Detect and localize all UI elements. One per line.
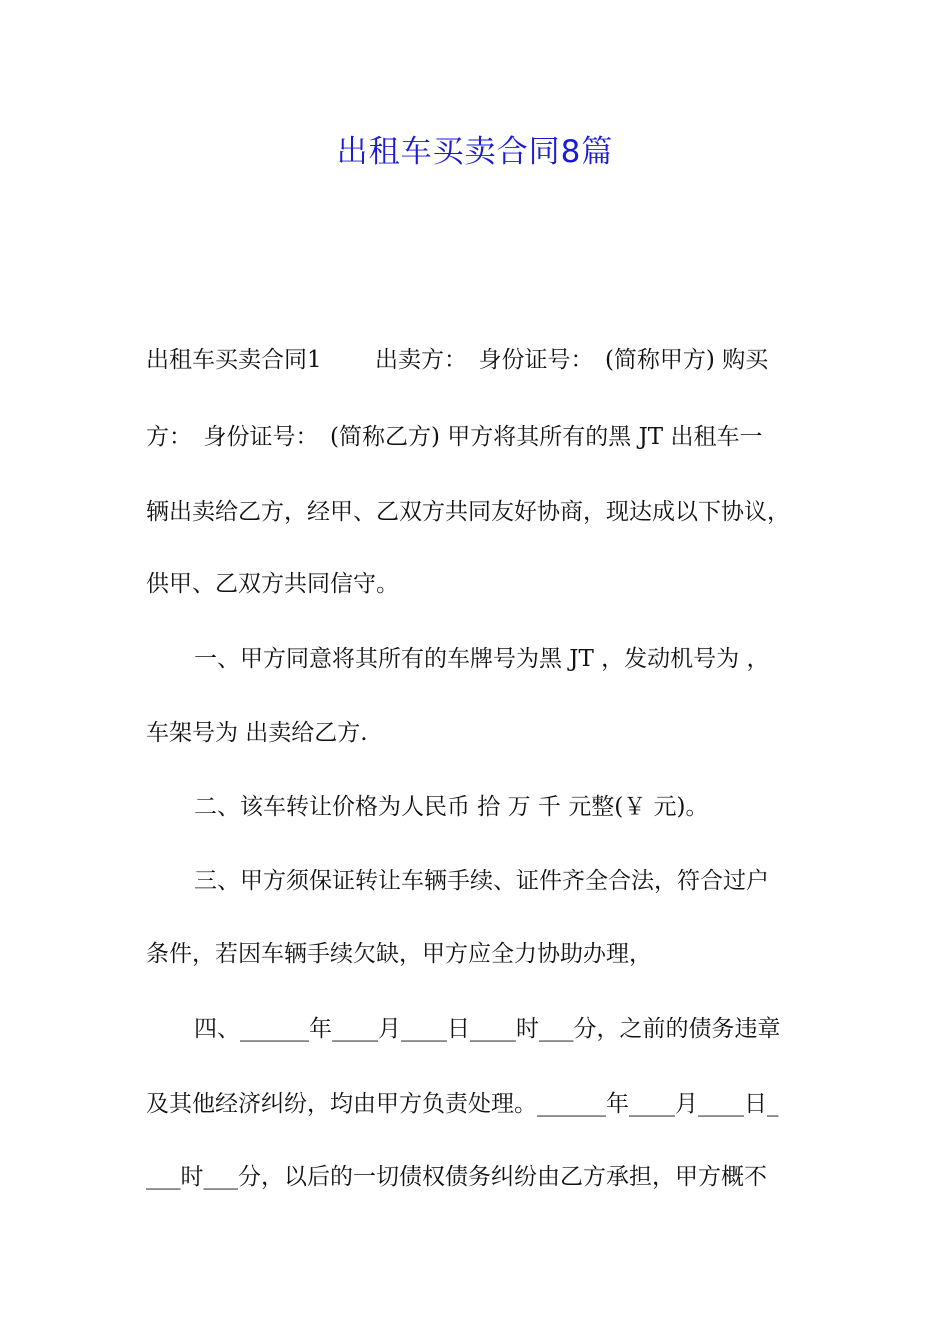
text-line: 一、甲方同意将其所有的车牌号为黑 JT ，发动机号为 ， <box>194 646 770 672</box>
text-line: 车架号为 出卖给乙方. <box>146 720 368 746</box>
text-line: 三、甲方须保证转让车辆手续、证件齐全合法，符合过户 <box>194 868 769 894</box>
text-line: 出租车买卖合同1 出卖方： 身份证号： (简称甲方) 购买 <box>146 347 769 373</box>
text-line: 二、该车转让价格为人民币 拾 万 千 元整(￥ 元)。 <box>194 794 709 820</box>
text-line: 及其他经济纠纷，均由甲方负责处理。______年____月____日_ <box>146 1091 779 1117</box>
text-line: 条件，若因车辆手续欠缺，甲方应全力协助办理， <box>146 941 652 967</box>
text-line: ___时___分，以后的一切债权债务纠纷由乙方承担，甲方概不 <box>146 1164 767 1190</box>
text-line: 辆出卖给乙方，经甲、乙双方共同友好协商，现达成以下协议， <box>146 499 790 525</box>
text-line: 方： 身份证号： (简称乙方) 甲方将其所有的黑 JT 出租车一 <box>146 424 763 450</box>
document-title: 出租车买卖合同8篇 <box>336 134 614 170</box>
text-line: 四、______年____月____日____时___分，之前的债务违章 <box>194 1016 781 1042</box>
text-line: 供甲、乙双方共同信守。 <box>146 571 399 597</box>
